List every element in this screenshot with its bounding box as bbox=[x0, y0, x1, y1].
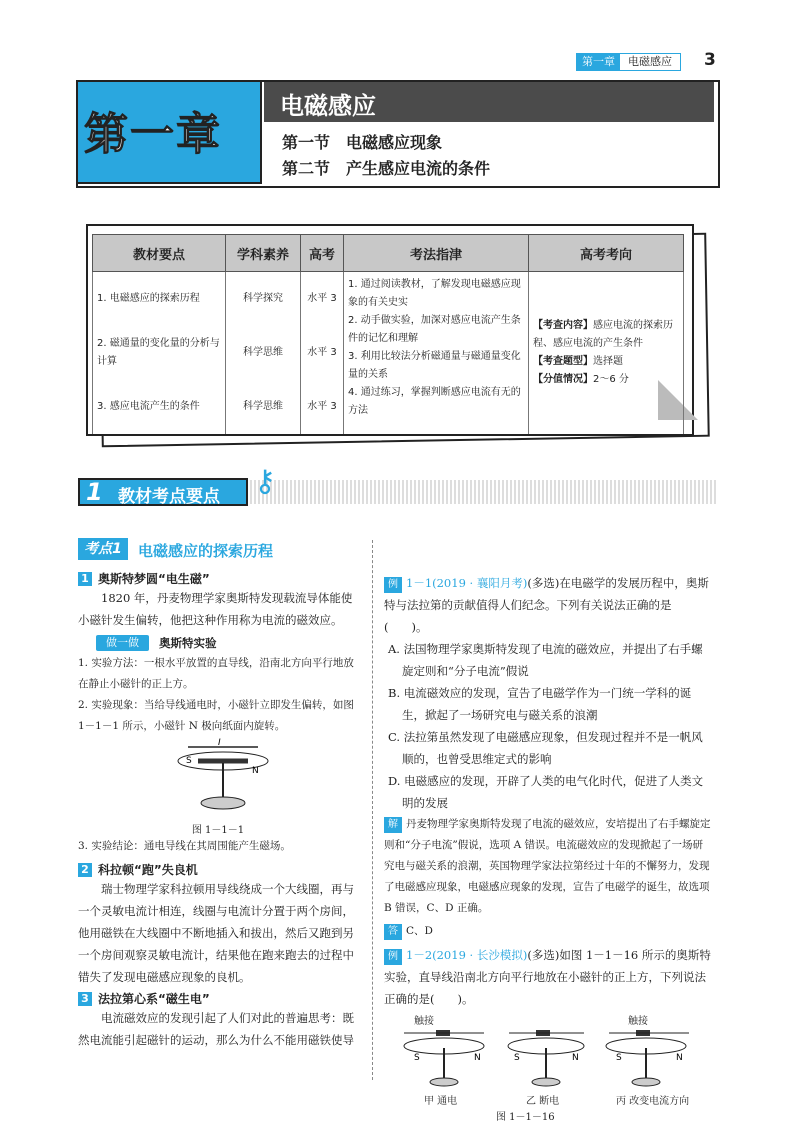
guide-item: 3. 利用比较法分析磁通量与磁通量变化量的关系 bbox=[348, 351, 521, 380]
col-header: 高考考向 bbox=[529, 235, 684, 272]
step: 1. 实验方法：一根水平放置的直导线，沿南北方向平行地放在静止小磁针的正上方。 bbox=[78, 657, 354, 690]
oersted-apparatus bbox=[384, 1024, 712, 1094]
table-cell: 科学思维 bbox=[226, 326, 301, 380]
col-header: 学科素养 bbox=[226, 235, 301, 272]
kaodian-tag: 考点1 bbox=[78, 538, 128, 560]
heading-2: 2 科拉顿“跑”失良机 bbox=[78, 861, 358, 878]
table-cell: 水平 3 bbox=[301, 380, 344, 434]
paragraph: 瑞士物理学家科拉顿用导线绕成一个大线圈，再与一个灵敏电流计相连，线圈与电流计分置于两个房间，他用磁铁在大线圈中不断地插入和拔出，然后又跑到另一个房间观察灵敏电流计，结果他在跑来跑去的过程中错失了发现电磁感应现象的良机。 bbox=[78, 882, 354, 984]
figure-caption: 图 1－1－1 bbox=[191, 825, 245, 836]
exam-key: 【分值情况】 bbox=[533, 373, 593, 385]
option: D. 电磁感应的发现，开辟了人类的电气化时代，促进了人类文明的发展 bbox=[388, 774, 704, 810]
guide-item: 4. 通过练习，掌握判断感应电流有无的方法 bbox=[348, 387, 521, 416]
table-cell: 1. 电磁感应的探索历程 bbox=[93, 272, 226, 326]
right-column bbox=[384, 572, 712, 1123]
left-column bbox=[78, 570, 358, 1051]
section-number: 1 bbox=[86, 478, 103, 506]
example-source: 1－2(2019 · 长沙模拟) bbox=[406, 948, 528, 962]
answer-text: C、D bbox=[406, 925, 433, 937]
table-cell: 3. 感应电流产生的条件 bbox=[93, 380, 226, 434]
svg-text:N: N bbox=[474, 1053, 481, 1063]
example-label: 例 bbox=[384, 949, 402, 965]
guide-item: 2. 动手做实验，加深对感应电流产生条件的记忆和理解 bbox=[348, 315, 521, 344]
svg-text:S: S bbox=[414, 1053, 420, 1063]
fig-caption: 乙 断电 bbox=[526, 1096, 560, 1107]
table-cell: 科学探究 bbox=[226, 272, 301, 326]
answer bbox=[384, 921, 712, 942]
option: A. 法国物理学家奥斯特发现了电流的磁效应，并提出了右手螺旋定则和“分子电流”假说 bbox=[388, 642, 703, 678]
exam-key: 【考查内容】 bbox=[533, 319, 593, 331]
col-header: 高考 bbox=[301, 235, 344, 272]
column-divider bbox=[372, 540, 373, 1080]
fig-label: 触接 bbox=[414, 1016, 434, 1027]
key-icon: ⚷ bbox=[254, 464, 276, 499]
guide-cell bbox=[344, 272, 529, 434]
heading-3: 3 法拉第心系“磁生电” bbox=[78, 990, 358, 1007]
solution-label: 解 bbox=[384, 817, 402, 833]
exam-value: 感应电流的探索历程、感应电流的产生条件 bbox=[533, 319, 673, 349]
svg-text:S: S bbox=[186, 756, 192, 766]
oersted-figure bbox=[78, 737, 358, 817]
kaodian-title: 电磁感应的探索历程 bbox=[138, 542, 274, 560]
paragraph: 1820 年，丹麦物理学家奥斯特发现载流导体能使小磁针发生偏转，他把这种作用称为电流的磁效应。 bbox=[78, 591, 353, 627]
heading-1: 1 奥斯特梦圆“电生磁” bbox=[78, 570, 358, 587]
svg-text:N: N bbox=[676, 1053, 683, 1063]
example-question: (多选)在电磁学的发展历程中，奥斯特与法拉第的贡献值得人们纪念。下列有关说法正确的是( )。 bbox=[384, 576, 709, 634]
fig-caption: 甲 通电 bbox=[424, 1096, 458, 1107]
svg-text:N: N bbox=[252, 766, 259, 776]
example-label: 例 bbox=[384, 577, 402, 593]
figure-1-1-16 bbox=[384, 1012, 712, 1108]
solution-text: 丹麦物理学家奥斯特发现了电流的磁效应，安培提出了右手螺旋定则和“分子电流”假说，选项 A 错误。电流磁效应的发现掀起了一场研究电与磁关系的浪潮，英国物理学家法拉第经过十年的不懈努力，发现了电磁感应现象，电磁感应现象的发现，宣告了电磁学的诞生，故选项 B 错误，C、D 正确。 bbox=[384, 818, 711, 914]
option: B. 电流磁效应的发现，宣告了电磁学作为一门统一学科的诞生，掀起了一场研究电与磁关系的浪潮 bbox=[388, 686, 692, 722]
table-cell: 2. 磁通量的变化量的分析与计算 bbox=[93, 326, 226, 380]
chapter-title: 第一章 bbox=[84, 109, 222, 160]
exam-key: 【考查题型】 bbox=[533, 355, 593, 367]
example-2 bbox=[384, 944, 712, 1010]
svg-text:I: I bbox=[218, 738, 221, 748]
table-cell: 科学思维 bbox=[226, 380, 301, 434]
section-1-title: 第一节 电磁感应现象 bbox=[282, 133, 443, 152]
exam-value: 选择题 bbox=[593, 355, 623, 367]
requirements-table bbox=[92, 234, 684, 434]
paragraph: 电流磁效应的发现引起了人们对此的普遍思考：既然电流能引起磁针的运动，那么为什么不能用磁铁使导 bbox=[78, 1011, 354, 1047]
table-cell: 水平 3 bbox=[301, 272, 344, 326]
unit-title: 电磁感应 bbox=[280, 92, 376, 120]
do-title: 奥斯特实验 bbox=[159, 636, 217, 650]
solution bbox=[384, 814, 712, 919]
step: 2. 实验现象：当给导线通电时，小磁针立即发生偏转，如图 1－1－1 所示，小磁针 N 极向纸面内旋转。 bbox=[78, 699, 354, 732]
figure-caption: 图 1－1－16 bbox=[496, 1112, 555, 1123]
example-source: 1－1(2019 · 襄阳月考) bbox=[406, 576, 528, 590]
guide-item: 1. 通过阅读教材，了解发现电磁感应现象的有关史实 bbox=[348, 279, 521, 308]
section-2-title: 第二节 产生感应电流的条件 bbox=[282, 159, 491, 178]
exam-value: 2～6 分 bbox=[593, 373, 629, 385]
col-header: 考法指津 bbox=[344, 235, 529, 272]
step: 3. 实验结论：通电导线在其周围能产生磁场。 bbox=[78, 840, 291, 852]
section-title: 教材考点要点 bbox=[118, 487, 220, 507]
chapter-header-tag bbox=[576, 53, 681, 71]
table-row bbox=[93, 272, 684, 326]
example-1 bbox=[384, 572, 712, 638]
page-number: 3 bbox=[704, 50, 716, 70]
do-tag: 做一做 bbox=[96, 635, 149, 651]
option: C. 法拉第虽然发现了电磁感应现象，但发现过程并不是一帆风顺的，也曾受思维定式的影响 bbox=[388, 730, 703, 766]
exam-cell bbox=[529, 272, 684, 434]
col-header: 教材要点 bbox=[93, 235, 226, 272]
answer-label: 答 bbox=[384, 924, 402, 940]
svg-text:S: S bbox=[514, 1053, 520, 1063]
table-cell: 水平 3 bbox=[301, 326, 344, 380]
fig-label: 触接 bbox=[628, 1016, 648, 1027]
svg-text:S: S bbox=[616, 1053, 622, 1063]
fig-caption: 丙 改变电流方向 bbox=[616, 1096, 690, 1107]
svg-text:N: N bbox=[572, 1053, 579, 1063]
topic-tag: 电磁感应 bbox=[620, 54, 680, 70]
chapter-tag: 第一章 bbox=[577, 54, 620, 70]
example-question: (多选)如图 1－1－16 所示的奥斯特实验，直导线沿南北方向平行地放在小磁针的正上方，下列说法正确的是( )。 bbox=[384, 948, 711, 1006]
